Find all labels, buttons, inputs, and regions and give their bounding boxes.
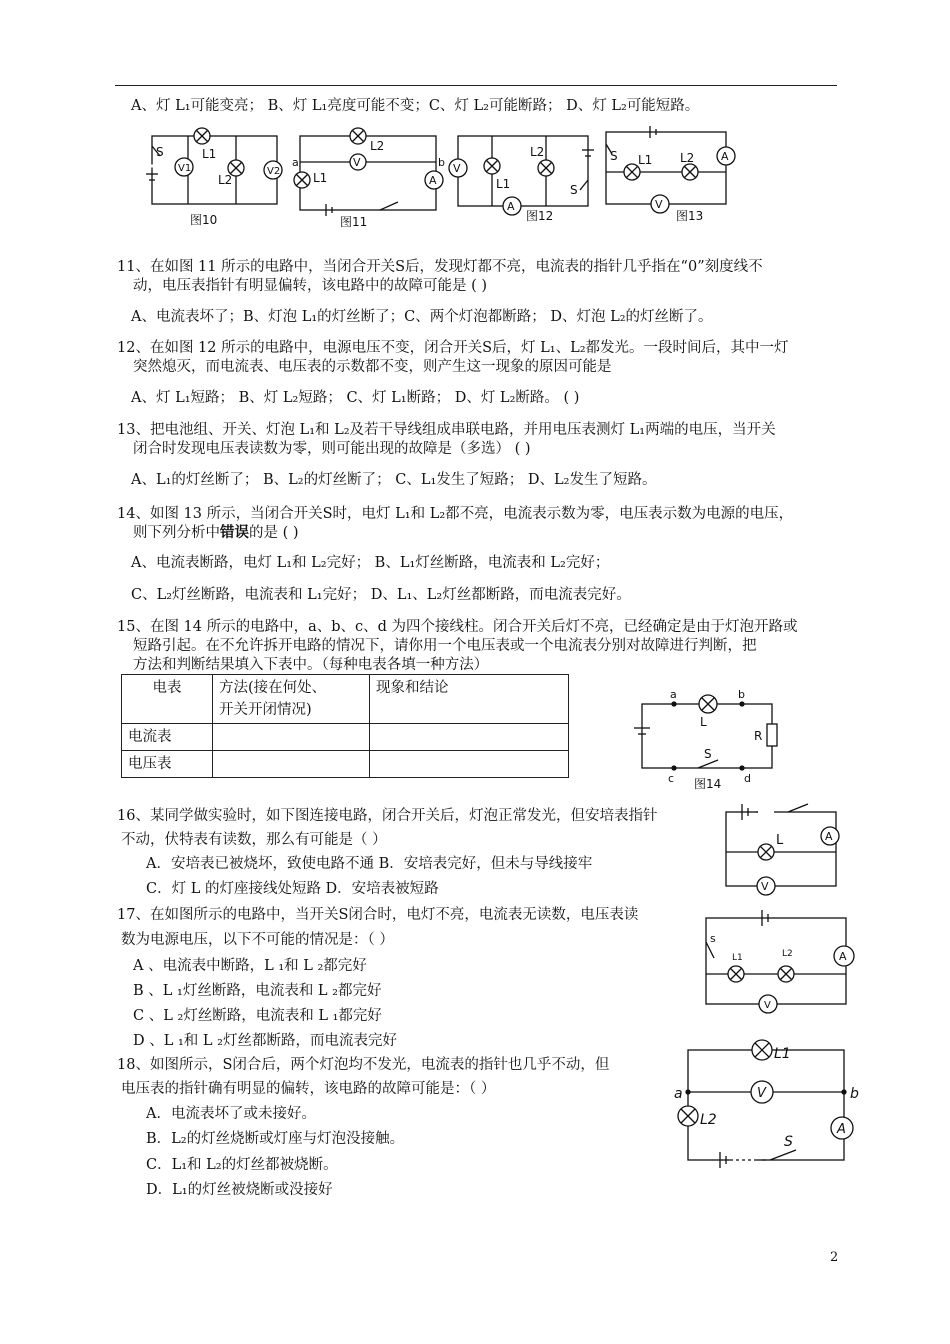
fig18-v-label: V	[757, 1086, 766, 1101]
table-header-method	[213, 675, 370, 724]
table-row	[122, 751, 569, 778]
table-header-method-line1: 方法(接在何处、	[219, 680, 327, 696]
table-cell-empty[interactable]	[370, 751, 569, 778]
q18-option-b: B．L₂的灯丝烧断或灯座与灯泡没接触。	[146, 1131, 405, 1147]
q17-line2: 数为电源电压，以下不可能的情况是：（ ）	[121, 932, 394, 948]
table-cell-voltmeter: 电压表	[122, 751, 213, 778]
table-cell-empty[interactable]	[213, 751, 370, 778]
q13-line1: 13、把电池组、开关、灯泡 L₁和 L₂及若干导线组成串联电路，并用电压表测灯 L₁两端的电压，当开关	[117, 422, 776, 438]
fig14-a-label: a	[670, 688, 677, 701]
q18-option-d: D．L₁的灯丝被烧断或没接好	[146, 1182, 333, 1198]
figure-13	[606, 126, 735, 223]
table-row	[122, 724, 569, 751]
q13-options: A、L₁的灯丝断了； B、L₂的灯丝断了； C、L₁发生了短路； D、L₂发生了短路。	[131, 472, 657, 488]
fig12-caption: 图12	[526, 209, 554, 223]
fig14-d-label: d	[744, 772, 751, 785]
fig18-b-node: b	[850, 1086, 859, 1102]
fig18-s-label: S	[784, 1134, 793, 1150]
q12-line1: 12、在如图 12 所示的电路中，电源电压不变，闭合开关S后，灯 L₁、L₂都发光。一段时间后，其中一灯	[117, 340, 789, 356]
q17-line1: 17、在如图所示的电路中，当开关S闭合时，电灯不亮，电流表无读数，电压表读	[117, 907, 639, 923]
page-number: 2	[830, 1250, 839, 1265]
q14-line1: 14、如图 13 所示，当闭合开关S时，电灯 L₁和 L₂都不亮，电流表示数为零，电压表示数为电源的电压，	[117, 506, 794, 522]
fig14-s-label: S	[704, 747, 712, 761]
table-header-result: 现象和结论	[370, 675, 569, 724]
q17-option-a: A 、电流表中断路，L ₁和 L ₂都完好	[133, 958, 367, 974]
fig14-r-label: R	[754, 729, 763, 743]
q16-option-c-d: C．灯 L 的灯座接线处短路 D．安培表被短路	[146, 881, 439, 897]
q14-line2-emphasis: 错误	[220, 524, 249, 541]
fig13-l2-label: L2	[680, 151, 695, 165]
figure-11	[292, 128, 445, 229]
fig18-l1-label: L1	[774, 1046, 791, 1062]
fig12-l1-label: L1	[496, 177, 511, 191]
table-cell-ammeter: 电流表	[122, 724, 213, 751]
fig17-l2-label: L2	[782, 949, 793, 959]
fig12-a-label: A	[507, 200, 515, 213]
fig14-c-label: c	[668, 772, 675, 785]
q12-line2: 突然熄灭，而电流表、电压表的示数都不变，则产生这一现象的原因可能是	[133, 359, 612, 375]
table-header-method-line2: 开关开闭情况)	[219, 702, 312, 718]
q15-answer-table	[121, 674, 569, 778]
q14-option-a-b: A、电流表断路，电灯 L₁和 L₂完好； B、L₁灯丝断路，电流表和 L₂完好；	[131, 555, 610, 571]
figure-q18	[670, 1036, 865, 1174]
figure-q16	[718, 800, 848, 896]
q18-option-c: C．L₁和 L₂的灯丝都被烧断。	[146, 1157, 338, 1173]
q11-line2: 动，电压表指针有明显偏转，该电路中的故障可能是 ( )	[133, 278, 488, 294]
q15-line3: 方法和判断结果填入下表中。（每种电表各填一种方法）	[133, 657, 489, 673]
fig12-s-label: S	[570, 183, 578, 197]
fig13-s-label: S	[610, 149, 618, 163]
fig11-a-meter: A	[429, 174, 437, 187]
fig18-a-label: A	[837, 1122, 846, 1137]
q17-option-b: B 、L ₁灯丝断路，电流表和 L ₂都完好	[133, 983, 382, 999]
fig11-l1-label: L1	[313, 171, 328, 185]
fig12-v-label: V	[453, 162, 461, 175]
fig10-l1-label: L1	[202, 147, 217, 161]
q15-line2: 短路引起。在不允许拆开电路的情况下，请你用一个电压表或一个电流表分别对故障进行判断，把	[133, 638, 757, 654]
header-rule	[115, 85, 837, 86]
fig14-caption: 图14	[694, 777, 722, 791]
figure-q17	[698, 908, 863, 1018]
fig17-a-label: A	[839, 950, 847, 963]
q16-line1: 16、某同学做实验时，如下图连接电路，闭合开关后，灯泡正常发光，但安培表指针	[117, 808, 658, 824]
fig13-v-label: V	[655, 198, 663, 211]
q14-line2	[133, 523, 299, 543]
table-row	[122, 675, 569, 724]
q14-line2-pre: 则下列分析中	[133, 525, 220, 541]
figure-14	[630, 686, 790, 796]
q18-line2: 电压表的指针确有明显的偏转，该电路的故障可能是：（ ）	[121, 1081, 496, 1097]
fig10-v2-label: V2	[267, 166, 281, 177]
table-cell-empty[interactable]	[213, 724, 370, 751]
fig18-a-node: a	[674, 1086, 683, 1102]
fig14-b-label: b	[738, 688, 745, 701]
fig10-caption: 图10	[190, 213, 218, 227]
q18-option-a: A．电流表坏了或未接好。	[146, 1106, 316, 1122]
fig17-l1-label: L1	[732, 953, 743, 963]
q17-option-d: D 、L ₁和 L ₂灯丝都断路，而电流表完好	[133, 1033, 397, 1049]
figure-10	[140, 128, 282, 227]
q13-line2: 闭合时发现电压表读数为零，则可能出现的故障是（多选） ( )	[133, 441, 531, 457]
fig13-caption: 图13	[676, 209, 704, 223]
figures-10-13	[140, 122, 750, 232]
q11-line1: 11、在如图 11 所示的电路中，当闭合开关S后，发现灯都不亮，电流表的指针几乎指在“0”刻度线不	[117, 259, 763, 275]
q11-options: A、电流表坏了；B、灯泡 L₁的灯丝断了；C、两个灯泡都断路； D、灯泡 L₂的灯丝断了。	[131, 309, 713, 325]
fig13-l1-label: L1	[638, 153, 653, 167]
q14-line2-post: 的是 ( )	[249, 525, 299, 541]
fig13-a-label: A	[721, 150, 729, 163]
q16-option-a-b: A．安培表已被烧坏，致使电路不通 B．安培表完好，但未与导线接牢	[146, 856, 593, 872]
q12-options: A、灯 L₁短路； B、灯 L₂短路； C、灯 L₁断路； D、灯 L₂断路。 ( )	[131, 390, 580, 406]
q16-line2: 不动，伏特表有读数，那么有可能是（ ）	[121, 832, 387, 848]
fig11-caption: 图11	[340, 215, 368, 229]
fig11-a-label: a	[292, 156, 299, 169]
fig10-s-label: S	[156, 145, 164, 159]
q14-option-c-d: C、L₂灯丝断路，电流表和 L₁完好； D、L₁、L₂灯丝都断路，而电流表完好。	[131, 587, 631, 603]
fig11-l2-label: L2	[370, 139, 385, 153]
fig18-l2-label: L2	[700, 1112, 717, 1128]
fig12-l2-label: L2	[530, 145, 545, 159]
fig16-l-label: L	[776, 833, 784, 848]
fig17-s-label: s	[710, 932, 716, 945]
fig16-v-label: V	[761, 880, 769, 893]
q17-option-c: C 、L ₂灯丝断路，电流表和 L ₁都完好	[133, 1008, 382, 1024]
fig16-a-label: A	[825, 830, 833, 843]
fig14-l-label: L	[700, 715, 707, 729]
fig10-v1-label: V1	[178, 163, 192, 174]
fig11-b-label: b	[438, 156, 445, 169]
q10-options: A、灯 L₁可能变亮； B、灯 L₁亮度可能不变；C、灯 L₂可能断路； D、灯 L₂可能短路。	[131, 98, 700, 114]
fig10-l2-label: L2	[218, 173, 233, 187]
table-cell-empty[interactable]	[370, 724, 569, 751]
table-header-meter: 电表	[122, 675, 213, 724]
figure-12	[449, 136, 594, 223]
q18-line1: 18、如图所示，S闭合后，两个灯泡均不发光，电流表的指针也几乎不动，但	[117, 1057, 610, 1073]
fig17-v-label: V	[764, 1000, 771, 1011]
fig11-v-label: V	[353, 156, 361, 169]
q15-line1: 15、在图 14 所示的电路中，a、b、c、d 为四个接线柱。闭合开关后灯不亮，已经确定是由于灯泡开路或	[117, 619, 798, 635]
